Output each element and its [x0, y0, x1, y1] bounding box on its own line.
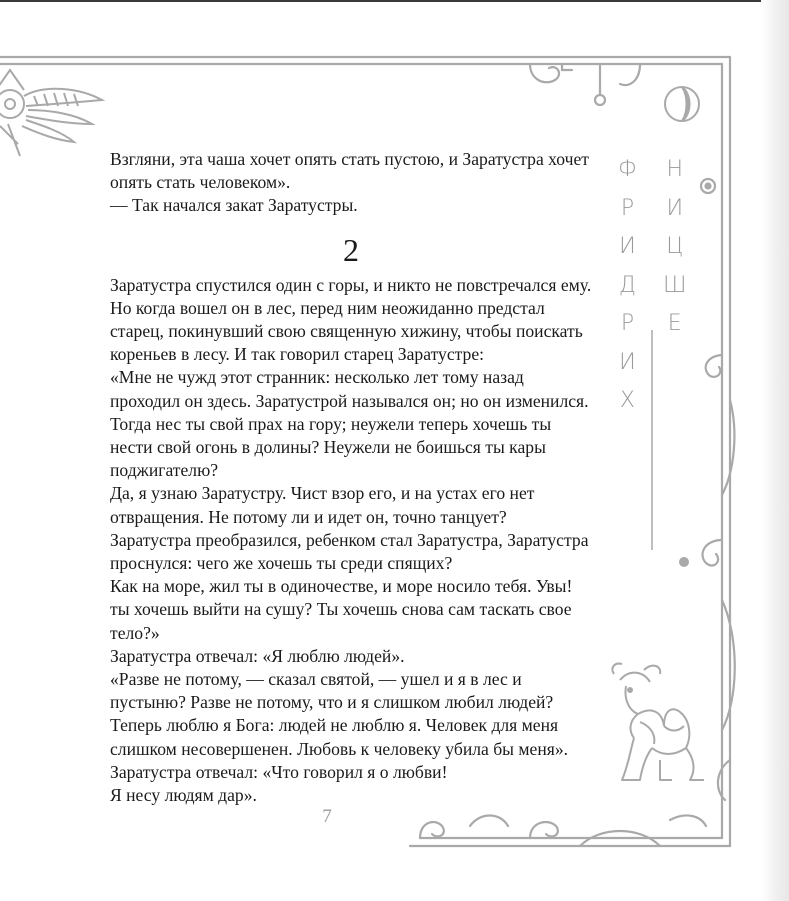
griffin-icon — [600, 660, 710, 790]
paragraph: Заратустра спустился один с горы, и никто не повстречался ему. Но когда вошел он в лес, перед ним неожиданно предстал старец, покинувший свою священную хижину, чтобы поискать кореньев в лесу. И так говорил старец Заратустре: — [110, 274, 592, 365]
paragraph: Заратустра преобразился, ребенком стал Заратустра, Заратустра проснулся: чего же хочешь ты среди спящих? — [110, 529, 589, 574]
letter: Ц — [666, 234, 684, 259]
paragraph: Да, я узнаю Заратустру. Чист взор его, и на устах его нет отвращения. Не потому ли и идет он, точно танцует? — [110, 483, 535, 527]
paragraph: Как на море, жил ты в одиночестве, и море носило тебя. Увы! ты хочешь выйти на сушу? Ты хочешь снова сам таскать свое тело?» — [110, 576, 573, 643]
paragraph: — Так начался закат Заратустры. — [110, 195, 358, 216]
paragraph: Тогда нес ты свой прах на гору; неужели теперь хочешь ты нести свой огонь в долины? Неужели не боишься ты кары поджигателю? — [110, 413, 552, 481]
letter: Х — [619, 388, 635, 413]
letter: Д — [618, 272, 637, 298]
crescent-moon-icon — [662, 84, 702, 124]
letter: Р — [620, 195, 635, 221]
author-last-name-vertical — [663, 151, 687, 344]
letter: Ф — [618, 157, 637, 182]
paragraph: Теперь люблю я Бога: людей не люблю я. Человек для меня слишком несовершенен. Любовь к человеку убила бы меня». — [110, 715, 569, 759]
letter: И — [666, 195, 684, 221]
letter: Н — [666, 157, 684, 182]
paragraph: «Мне не чужд этот странник: несколько лет тому назад проходил он здесь. Заратустрой назывался он; но он изменился. — [110, 367, 589, 411]
page-number: 7 — [322, 806, 332, 827]
letter: Е — [667, 311, 682, 336]
section-number: 2 — [343, 231, 359, 268]
letter: И — [619, 349, 636, 375]
letter: Р — [620, 311, 635, 336]
paragraph: «Разве не потому, — сказал святой, — ушел и я в лес и пустыню? Разве не потому, что и я слишком любил людей? — [110, 669, 554, 713]
paragraph: Взгляни, эта чаша хочет опять стать пустою, и Заратустра хочет опять стать человеком». — [110, 149, 589, 193]
page-body — [110, 148, 592, 807]
paragraph: Заратустра отвечал: «Я люблю людей». — [110, 645, 405, 666]
letter: Ш — [663, 272, 687, 298]
paragraph: Заратустра отвечал: «Что говорил я о любви! — [110, 761, 448, 782]
author-first-name-vertical — [618, 151, 637, 421]
letter: И — [619, 234, 636, 259]
winged-sun-icon — [0, 66, 110, 166]
paragraph: Я несу людям дар». — [110, 785, 257, 806]
